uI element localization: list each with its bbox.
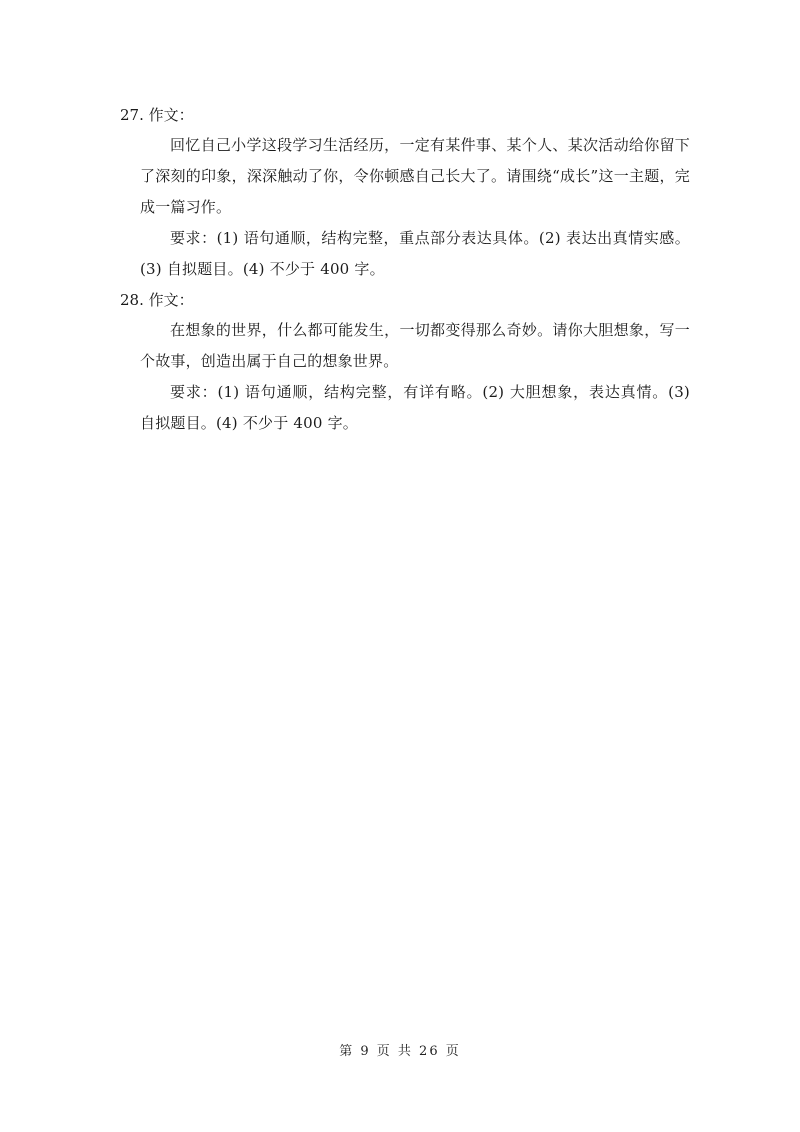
page-footer: 第 9 页 共 26 页 [339,1044,461,1059]
question-requirements: 要求：(1) 语句通顺，结构完整，重点部分表达具体。(2) 表达出真情实感。(3) 自拟题目。(4) 不少于 400 字。 [140,229,690,278]
question-heading [120,285,690,315]
question-27 [120,100,690,285]
question-title: 作文： [148,291,194,309]
question-28 [120,285,690,439]
question-number: 28. [120,291,144,309]
question-prompt: 回忆自己小学这段学习生活经历，一定有某件事、某个人、某次活动给你留下了深刻的印象，深深触动了你，令你顿感自己长大了。请围绕“成长”这一主题，完成一篇习作。 [140,136,690,216]
question-title: 作文： [148,106,194,124]
question-heading [120,100,690,130]
question-number: 27. [120,106,144,124]
question-requirements: 要求：(1) 语句通顺，结构完整，有详有略。(2) 大胆想象，表达真情。(3) 自拟题目。(4) 不少于 400 字。 [140,383,690,432]
question-prompt: 在想象的世界，什么都可能发生，一切都变得那么奇妙。请你大胆想象，写一个故事，创造出属于自己的想象世界。 [140,321,690,370]
